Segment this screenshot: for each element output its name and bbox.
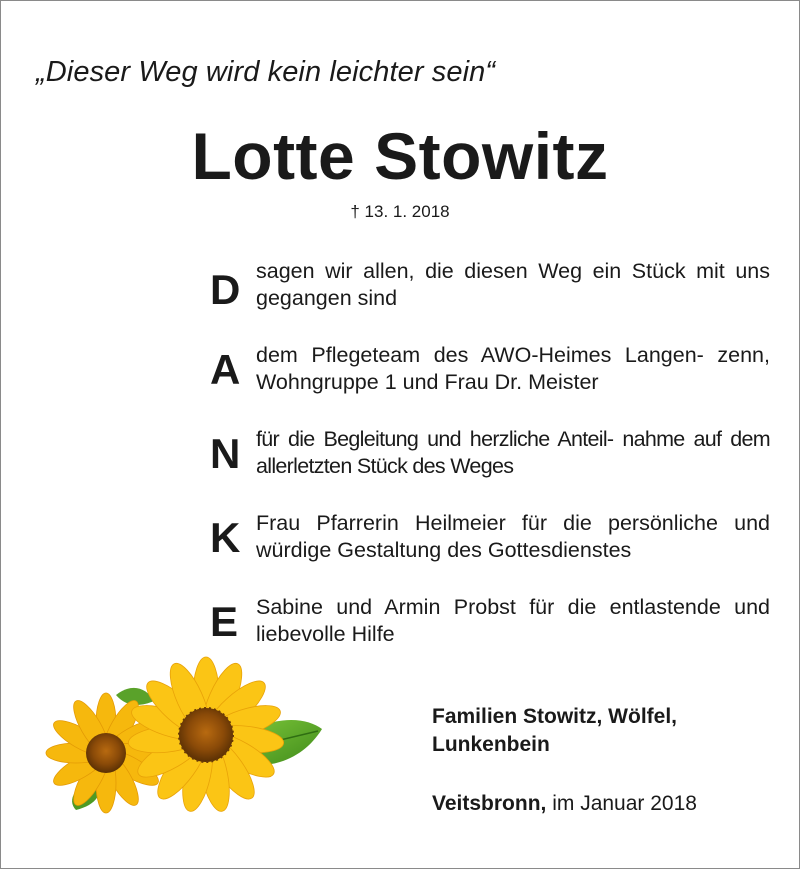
place-name: Veitsbronn,	[432, 792, 547, 815]
sunflowers-image	[36, 655, 326, 815]
family-line-1: Familien Stowitz, Wölfel,	[432, 705, 678, 728]
danke-text: Frau Pfarrerin Heilmeier für die persönliche und würdige Gestaltung des Gottesdienstes	[256, 511, 770, 562]
date-text: im Januar 2018	[552, 792, 697, 815]
danke-text: Sabine und Armin Probst für die entlastende und liebevolle Hilfe	[256, 595, 770, 646]
danke-row-n	[210, 426, 770, 510]
danke-list	[210, 258, 770, 678]
danke-letter: E	[210, 598, 239, 645]
deceased-name: Lotte Stowitz	[191, 119, 609, 193]
danke-text: sagen wir allen, die diesen Weg ein Stück mit uns gegangen sind	[256, 259, 770, 310]
danke-letter: K	[210, 514, 241, 561]
family-signature	[432, 703, 677, 759]
danke-row-a	[210, 342, 770, 426]
family-line-2: Lunkenbein	[432, 733, 550, 756]
danke-text: dem Pflegeteam des AWO-Heimes Langen- zenn, Wohngruppe 1 und Frau Dr. Meister	[256, 343, 770, 394]
danke-letter: D	[210, 266, 241, 313]
danke-row-d	[210, 258, 770, 342]
death-date: † 13. 1. 2018	[350, 202, 450, 221]
danke-letter: N	[210, 430, 241, 477]
place-date-line	[432, 792, 697, 816]
danke-letter: A	[210, 346, 241, 393]
danke-text: für die Begleitung und herzliche Anteil- nahme auf dem allerletzten Stück des Weges	[256, 427, 770, 478]
danke-row-k	[210, 510, 770, 594]
motto-quote: „Dieser Weg wird kein leichter sein“	[36, 56, 496, 88]
